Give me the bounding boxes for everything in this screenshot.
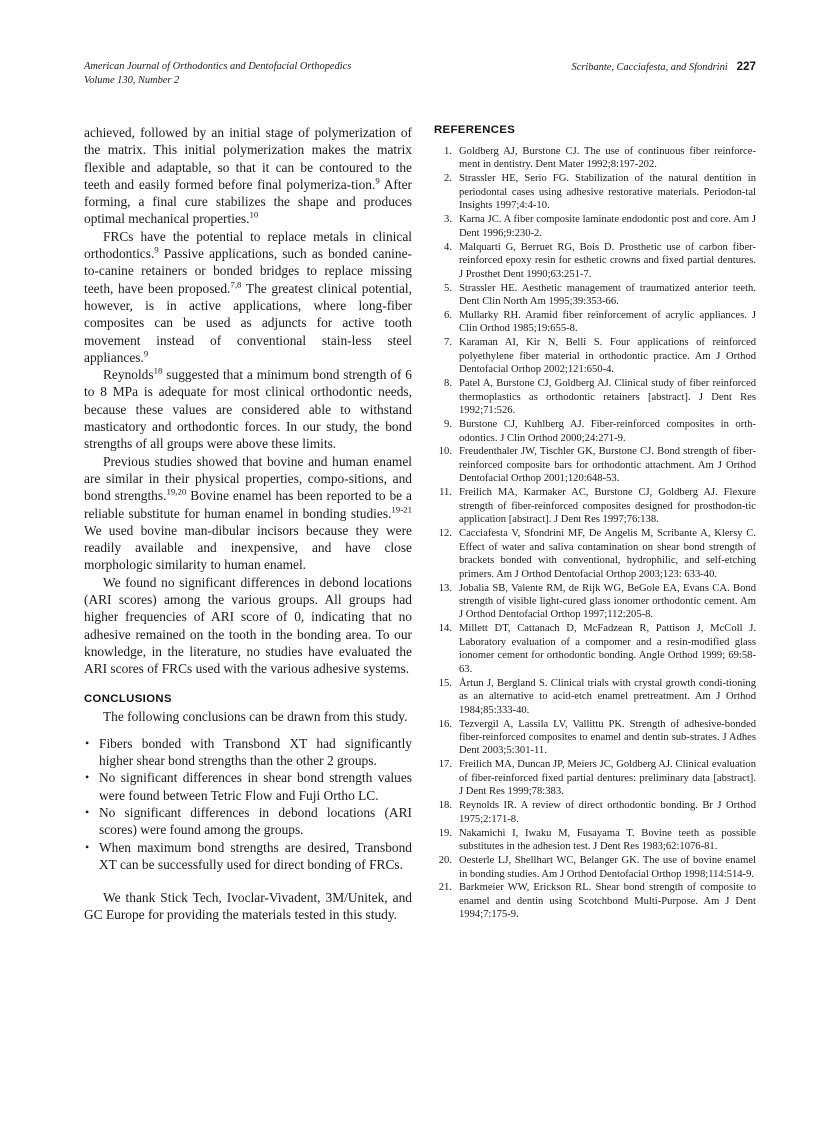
- author-names: Scribante, Cacciafesta, and Sfondrini: [571, 62, 728, 73]
- reference-number: 1.: [444, 146, 452, 157]
- reference-item: [434, 282, 756, 309]
- reference-item: [434, 309, 756, 336]
- paragraph-text: After forming, a final cure stabilizes the shape and produces optimal mechanical properties.: [84, 176, 412, 227]
- reference-text: Tezvergil A, Lassila LV, Vallittu PK. Strength of adhesive-bonded fiber-reinforced composites to enamel and dentin sub-strates. J Adhes Dent 2003;5:301-11.: [459, 718, 756, 757]
- acknowledgment-paragraph: We thank Stick Tech, Ivoclar-Vivadent, 3M/Unitek, and GC Europe for providing the materials tested in this study.: [84, 890, 412, 923]
- paragraph-text: Reynolds: [103, 367, 154, 383]
- reference-number: 4.: [444, 241, 452, 253]
- reference-item: [434, 172, 756, 212]
- reference-text: Goldberg AJ, Burstone CJ. The use of continuous fiber reinforce-ment in dentistry. Dent Mater 1992;8:197-202.: [459, 146, 756, 171]
- reference-number: 10.: [438, 446, 452, 458]
- reference-number: 18.: [438, 800, 452, 812]
- reference-list: [434, 145, 756, 922]
- reference-number: 15.: [438, 677, 452, 689]
- reference-superscript: 19-21: [391, 504, 412, 515]
- reference-item: [434, 486, 756, 526]
- reference-item: [434, 827, 756, 854]
- paragraph-text: Previous studies showed that bovine and human enamel are similar in their physical properties, compo-sitions, and bond strengths.: [84, 453, 412, 504]
- reference-number: 13.: [438, 582, 452, 594]
- reference-text: Freudenthaler JW, Tischler GK, Burstone CJ. Bond strength of fiber-reinforced composite bars for orthodontic attachment. Am J Orthod Dentofacial Orthop 2001;120:648-53.: [459, 446, 756, 485]
- running-head: [84, 60, 756, 87]
- reference-item: [434, 418, 756, 445]
- reference-superscript: 19,20: [166, 486, 187, 497]
- reference-item: [434, 799, 756, 826]
- reference-text: Årtun J, Bergland S. Clinical trials with crystal growth condi-tioning as an alternative to acid-etch enamel pretreatment. Am J Orthod 1984;85:333-40.: [459, 677, 756, 716]
- paragraph-text: We found no significant differences in debond locations (ARI scores) among the various groups. All groups had higher frequencies of ARI score of 0, indicating that no adhesive remained on the tooth in the bonding area. To our knowledge, in the literature, no studies have evaluated the ARI scores of FRCs used with the various adhesive systems.: [84, 574, 412, 677]
- journal-title: American Journal of Orthodontics and Dentofacial Orthopedics: [84, 61, 352, 72]
- reference-item: [434, 336, 756, 376]
- reference-number: 16.: [438, 718, 452, 730]
- reference-item: [434, 527, 756, 581]
- conclusion-bullet: • No significant differences in shear bond strength values were found between Tetric Flow and Fuji Ortho LC.: [84, 769, 412, 804]
- reference-number: 12.: [438, 528, 452, 540]
- conclusions-intro: The following conclusions can be drawn from this study.: [103, 708, 408, 724]
- reference-item: [434, 677, 756, 717]
- reference-number: 19.: [438, 827, 452, 839]
- reference-number: 5.: [444, 282, 452, 294]
- reference-item: [434, 758, 756, 798]
- conclusions-bullet-list: [84, 735, 412, 873]
- reference-number: 21.: [438, 882, 452, 894]
- reference-item: [434, 622, 756, 676]
- reference-item: [434, 213, 756, 240]
- reference-number: 17.: [438, 759, 452, 771]
- conclusions-heading: CONCLUSIONS: [84, 692, 172, 705]
- reference-number: 3.: [444, 214, 452, 226]
- reference-superscript: 9: [143, 348, 149, 359]
- reference-text: Reynolds IR. A review of direct orthodontic bonding. Br J Orthod 1975;2:171-8.: [459, 800, 756, 825]
- paragraph-text: achieved, followed by an initial stage of polymerization of the matrix. This initial polymerization makes the matrix flexible and adaptable, so that it can be contoured to the teeth and easily formed before final polymeriza-tion.: [84, 125, 412, 192]
- reference-superscript: 7,8: [230, 279, 242, 290]
- reference-item: [434, 582, 756, 622]
- reference-text: Burstone CJ, Kuhlberg AJ. Fiber-reinforced composites in orth-odontics. J Clin Orthod 2000;24:271-9.: [459, 419, 756, 444]
- reference-text: Karaman AI, Kir N, Belli S. Four applications of reinforced polyethylene fiber material in orthodontic practice. Am J Orthod Dentofacial Orthop 2002;121:650-4.: [459, 337, 756, 376]
- left-column: [84, 124, 412, 924]
- body-paragraph: [84, 124, 412, 228]
- right-column: [434, 124, 756, 922]
- running-head-authors-page: [572, 60, 756, 75]
- reference-item: [434, 145, 756, 172]
- body-paragraphs: [84, 124, 412, 678]
- paragraph-text: FRCs have the potential to replace metals in clinical orthodontics.: [84, 228, 412, 262]
- reference-number: 20.: [438, 855, 452, 867]
- reference-superscript: 9: [375, 175, 380, 186]
- reference-text: Malquarti G, Berruet RG, Bois D. Prosthetic use of carbon fiber-reinforced epoxy resin for esthetic crowns and fixed partial dentures. J Prosthet Dent 1990;63:251-7.: [459, 241, 756, 280]
- reference-text: Karna JC. A fiber composite laminate endodontic post and core. Am J Dent 1996;9:230-2.: [459, 214, 756, 239]
- reference-text: Freilich MA, Duncan JP, Meiers JC, Goldberg AJ. Clinical evaluation of fiber-reinforced fixed partial dentures: preliminary data [abstract]. J Dent Res 1999;78:383.: [459, 759, 756, 798]
- reference-text: Barkmeier WW, Erickson RL. Shear bond strength of composite to enamel and dentin using Scotchbond Multi-Purpose. Am J Dent 1994;7:175-9.: [459, 882, 756, 921]
- reference-superscript: 18: [153, 365, 163, 376]
- conclusion-bullet: • Fibers bonded with Transbond XT had significantly higher shear bond strengths than the other 2 groups.: [84, 735, 412, 770]
- reference-number: 7.: [444, 337, 452, 349]
- reference-text: Oesterle LJ, Shellhart WC, Belanger GK. The use of bovine enamel in bonding studies. Am J Orthod Dentofacial Orthop 1998;114:514-9.: [459, 855, 756, 880]
- reference-text: Strassler HE, Serio FG. Stabilization of the natural dentition in periodontal cases using adhesive restorative materials. Periodon-tal Insights 1997;4:4-10.: [459, 173, 756, 212]
- reference-superscript: 9: [154, 244, 159, 255]
- reference-number: 14.: [438, 623, 452, 635]
- reference-text: Jobalia SB, Valente RM, de Rijk WG, BeGole EA, Evans CA. Bond strength of visible light-cured glass ionomer orthodontic cement. Am J Orthod Dentofacial Orthop 1997;112:205-8.: [459, 582, 756, 621]
- reference-text: Mullarky RH. Aramid fiber reinforcement of acrylic appliances. J Clin Orthod 1985;19:655-8.: [459, 309, 756, 335]
- body-paragraph: [84, 366, 412, 452]
- body-paragraph: [84, 574, 412, 678]
- reference-number: 8.: [444, 378, 452, 390]
- reference-number: 6.: [444, 309, 452, 321]
- volume-issue: Volume 130, Number 2: [84, 74, 180, 86]
- reference-text: Patel A, Burstone CJ, Goldberg AJ. Clinical study of fiber reinforced thermoplastics as orthodontic retainers [abstract]. J Dent Res 1992;71:526.: [459, 378, 756, 417]
- reference-text: Strassler HE. Aesthetic management of traumatized anterior teeth. Dent Clin North Am 1995;39:353-66.: [459, 282, 756, 307]
- conclusion-bullet: • When maximum bond strengths are desired, Transbond XT can be successfully used for direct bonding of FRCs.: [84, 839, 412, 874]
- paragraph-text: suggested that a minimum bond strength of 6 to 8 MPa is adequate for most clinical orthodontic needs, because these values are considered able to withstand masticatory and orthodontic forces. In our study, the bond strengths of all groups were above these limits.: [84, 367, 412, 452]
- reference-text: Nakamichi I, Iwaku M, Fusayama T. Bovine teeth as possible substitutes in the adhesion test. J Dent Res 1983;62:1076-81.: [459, 827, 756, 853]
- conclusion-bullet: • No significant differences in debond locations (ARI scores) were found among the groups.: [84, 804, 412, 839]
- reference-text: Cacciafesta V, Sfondrini MF, De Angelis M, Scribante A, Klersy C. Effect of water and saliva contamination on shear bond strength of brackets bonded with conventional, hydrophilic, and self-etching primers. Am J Orthod Dentofacial Orthop 2003;123: 633-40.: [459, 528, 756, 580]
- body-paragraph: [84, 453, 412, 574]
- paragraph-text: We used bovine man-dibular incisors because they were readily available and inexpensive, and have close morphologic similarity to human enamel.: [84, 522, 412, 573]
- paragraph-text: The greatest clinical potential, however, is in active applications, where long-fiber composites can be used as adjuncts for active tooth movement instead of conventional stain-less steel appliances.: [84, 280, 412, 365]
- reference-text: Freilich MA, Karmaker AC, Burstone CJ, Goldberg AJ. Flexure strength of fiber-reinforced composites designed for prosthodon-tic application [abstract]. J Dent Res 1997;76:138.: [459, 487, 756, 526]
- page-number: 227: [736, 60, 756, 73]
- reference-superscript: 10: [249, 210, 259, 221]
- reference-text: Millett DT, Cattanach D, McFadzean R, Pattison J, McColl J. Laboratory evaluation of a compomer and a resin-modified glass ionomer cement for orthodontic bonding. Angle Orthod 1999; 69:58-63.: [459, 623, 756, 675]
- reference-item: [434, 881, 756, 921]
- reference-item: [434, 241, 756, 281]
- references-heading: REFERENCES: [434, 124, 516, 136]
- reference-item: [434, 718, 756, 758]
- reference-number: 9.: [444, 419, 452, 431]
- body-paragraph: [84, 228, 412, 366]
- paragraph-text: Passive applications, such as bonded canine-to-canine retainers or bonded bridges to replace missing teeth, have been proposed.: [84, 246, 412, 296]
- reference-item: [434, 854, 756, 881]
- reference-number: 2.: [444, 173, 452, 185]
- reference-item: [434, 445, 756, 485]
- paragraph-text: Bovine enamel has been reported to be a reliable substitute for human enamel in bonding studies.: [84, 488, 412, 521]
- reference-number: 11.: [439, 487, 452, 499]
- reference-item: [434, 377, 756, 417]
- running-head-journal: [84, 60, 351, 87]
